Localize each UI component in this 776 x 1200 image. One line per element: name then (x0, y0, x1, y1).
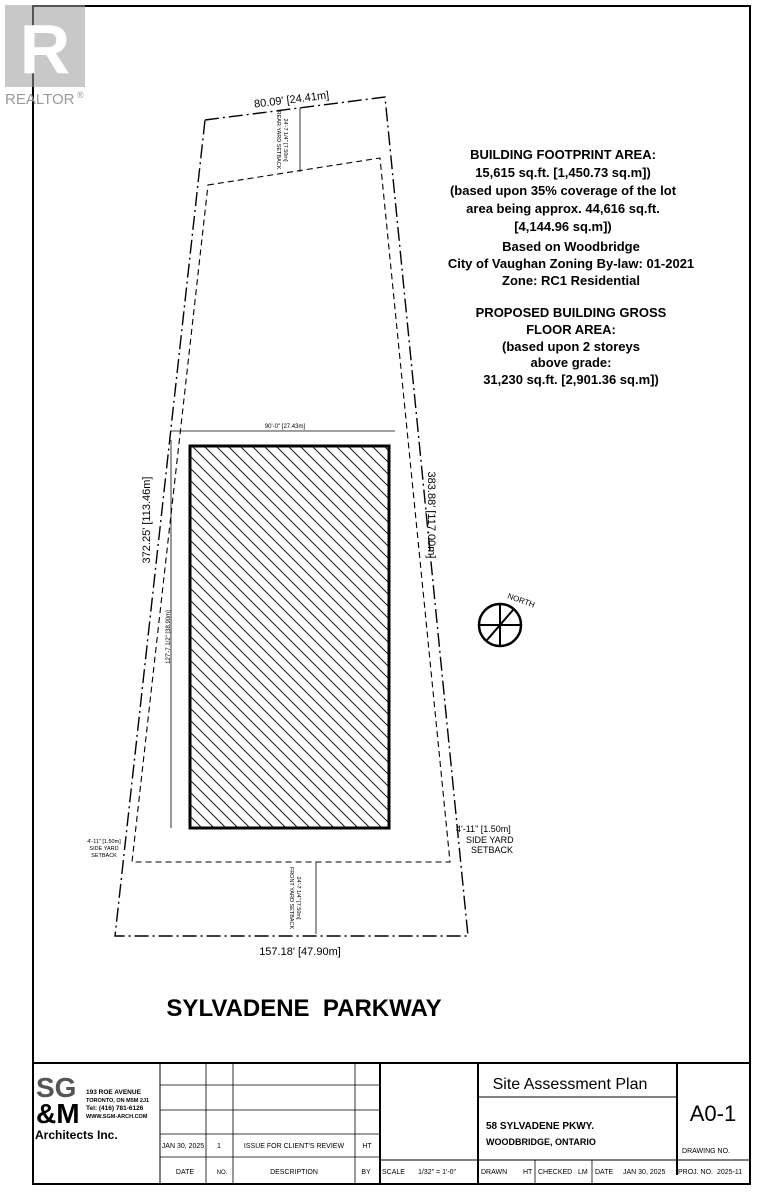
svg-text:24'-7 1/4" [7.50m]: 24'-7 1/4" [7.50m] (282, 118, 288, 162)
hatch-line (396, 446, 776, 828)
hatch-line (36, 446, 418, 828)
hatch-line (288, 446, 670, 828)
hatch-line (0, 446, 346, 828)
hatch-line (144, 446, 526, 828)
hatch-line (0, 446, 190, 828)
svg-text:CHECKED: CHECKED (538, 1169, 573, 1176)
svg-text:Based on Woodbridge: Based on Woodbridge (502, 239, 640, 254)
svg-text:(based upon 35% coverage of th: (based upon 35% coverage of the lot (449, 183, 677, 198)
hatch-line (168, 446, 550, 828)
hatch-line (156, 446, 538, 828)
realtor-registered-mark: ® (77, 90, 84, 100)
hatch-line (276, 446, 658, 828)
svg-text:DATE: DATE (175, 1169, 195, 1176)
hatch-line (228, 446, 610, 828)
west-lot-dimension: 372.25' [113.46m] (141, 476, 153, 564)
svg-text:ISSUE FOR CLIENT'S REVIEW: ISSUE FOR CLIENT'S REVIEW (243, 1143, 345, 1150)
svg-text:FLOOR AREA:: FLOOR AREA: (526, 322, 616, 337)
svg-text:City of Vaughan Zoning By-law:: City of Vaughan Zoning By-law: 01-2021 (447, 256, 695, 271)
hatch-line (0, 446, 238, 828)
hatch-line (408, 446, 776, 828)
rear-setback-label (275, 111, 288, 170)
svg-text:2025-11: 2025-11 (717, 1169, 743, 1176)
rear-lot-dimension: 80.09' [24.41m] (253, 89, 330, 111)
firm-name: Architects Inc. (35, 1128, 118, 1142)
svg-text:REAR YARD SETBACK: REAR YARD SETBACK (275, 110, 281, 170)
svg-text:SIDE YARD: SIDE YARD (466, 835, 514, 845)
svg-text:DESCRIPTION: DESCRIPTION (270, 1169, 318, 1176)
north-label: NORTH (506, 591, 536, 610)
svg-text:TORONTO, ON M5M 2J1: TORONTO, ON M5M 2J1 (86, 1098, 150, 1104)
svg-text:BUILDING FOOTPRINT AREA:: BUILDING FOOTPRINT AREA: (470, 147, 656, 162)
firm-logo-m: &M (36, 1098, 80, 1129)
hatch-line (204, 446, 586, 828)
building-width-dimension: 90'-0" [27.43m] (264, 424, 306, 430)
svg-text:[4,144.96 sq.m]): [4,144.96 sq.m]) (514, 219, 612, 234)
svg-text:(based upon 2 storeys: (based upon 2 storeys (502, 339, 640, 354)
realtor-logo (5, 5, 85, 108)
hatch-line (12, 446, 394, 828)
hatch-line (300, 446, 682, 828)
hatch-line (0, 446, 262, 828)
hatch-line (312, 446, 694, 828)
svg-text:4'-11" [1.50m]: 4'-11" [1.50m] (456, 824, 511, 834)
revision-headers (176, 1169, 371, 1176)
svg-text:PROPOSED BUILDING GROSS: PROPOSED BUILDING GROSS (475, 305, 667, 320)
svg-text:SETBACK: SETBACK (471, 845, 514, 855)
building-footprint (0, 446, 776, 828)
hatch-line (336, 446, 718, 828)
east-lot-dimension: 383.88' [117.00m] (425, 471, 437, 559)
front-lot-dimension: 157.18' [47.90m] (259, 946, 341, 958)
svg-text:DATE: DATE (595, 1169, 614, 1176)
svg-text:JAN 30, 2025: JAN 30, 2025 (623, 1169, 666, 1176)
svg-text:24'-7 1/4" [7.50m]: 24'-7 1/4" [7.50m] (295, 876, 301, 920)
svg-text:FRONT YARD SETBACK: FRONT YARD SETBACK (288, 866, 294, 930)
hatch-line (24, 446, 406, 828)
street-name: SYLVADENE PARKWAY (166, 995, 442, 1022)
svg-text:193 ROE AVENUE: 193 ROE AVENUE (86, 1089, 141, 1096)
hatch-line (0, 446, 250, 828)
svg-text:BY: BY (361, 1169, 371, 1176)
svg-text:HT: HT (362, 1143, 372, 1150)
svg-text:JAN 30, 2025: JAN 30, 2025 (161, 1143, 205, 1150)
svg-text:SCALE: SCALE (382, 1169, 405, 1176)
hatch-line (216, 446, 598, 828)
project-city: WOODBRIDGE, ONTARIO (486, 1137, 596, 1147)
svg-text:1/32" = 1'-0": 1/32" = 1'-0" (418, 1169, 457, 1176)
svg-text:31,230 sq.ft. [2,901.36 sq.m]): 31,230 sq.ft. [2,901.36 sq.m]) (483, 372, 659, 387)
hatch-line (48, 446, 430, 828)
svg-text:NO.: NO. (216, 1170, 228, 1176)
hatch-line (96, 446, 478, 828)
hatch-line (72, 446, 454, 828)
svg-text:R: R (19, 10, 71, 88)
svg-text:LM: LM (578, 1169, 588, 1176)
building-depth-dimension: 127'-7 1/2" [38.90m] (166, 610, 172, 664)
svg-text:Zone: RC1 Residential: Zone: RC1 Residential (502, 273, 640, 288)
firm-logo (35, 1072, 149, 1142)
hatch-line (384, 446, 766, 828)
front-setback-label (288, 867, 301, 930)
hatch-line (60, 446, 442, 828)
realtor-wordmark: REALTOR (5, 91, 75, 108)
svg-text:1: 1 (217, 1143, 221, 1150)
svg-text:Tel: (416) 781-6126: Tel: (416) 781-6126 (86, 1105, 144, 1112)
hatch-line (252, 446, 634, 828)
hatch-line (324, 446, 706, 828)
hatch-line (360, 446, 742, 828)
svg-text:SETBACK: SETBACK (91, 853, 117, 859)
hatch-line (0, 446, 358, 828)
project-address: 58 SYLVADENE PKWY. (486, 1121, 594, 1132)
area-notes (448, 147, 694, 387)
west-side-setback-label (87, 839, 121, 859)
hatch-line (264, 446, 646, 828)
hatch-line (348, 446, 730, 828)
hatch-line (0, 446, 370, 828)
drawing-number-label: DRAWING NO. (682, 1148, 730, 1155)
svg-text:above grade:: above grade: (530, 355, 612, 370)
hatch-line (0, 446, 274, 828)
svg-text:DRAWN: DRAWN (481, 1169, 508, 1176)
sheet-title: Site Assessment Plan (492, 1076, 648, 1093)
north-arrow (479, 591, 536, 646)
hatch-line (180, 446, 562, 828)
svg-text:SIDE YARD: SIDE YARD (89, 846, 119, 852)
svg-text:HT: HT (523, 1169, 533, 1176)
svg-text:15,615 sq.ft. [1,450.73 sq.m]): 15,615 sq.ft. [1,450.73 sq.m]) (475, 165, 651, 180)
east-side-setback-label (456, 824, 514, 855)
drawing-info-row (382, 1169, 742, 1176)
drawing-number: A0-1 (689, 1101, 737, 1126)
svg-text:PROJ. NO.: PROJ. NO. (678, 1169, 714, 1176)
hatch-line (120, 446, 502, 828)
firm-logo-sg: SG (36, 1072, 77, 1103)
lot-line (115, 97, 468, 936)
svg-text:4'-11" [1.50m]: 4'-11" [1.50m] (87, 839, 121, 845)
revision-row (162, 1143, 373, 1150)
svg-text:WWW.SGM-ARCH.COM: WWW.SGM-ARCH.COM (86, 1114, 148, 1120)
svg-text:area being approx. 44,616 sq.f: area being approx. 44,616 sq.ft. (466, 201, 660, 216)
setback-line (132, 158, 450, 862)
